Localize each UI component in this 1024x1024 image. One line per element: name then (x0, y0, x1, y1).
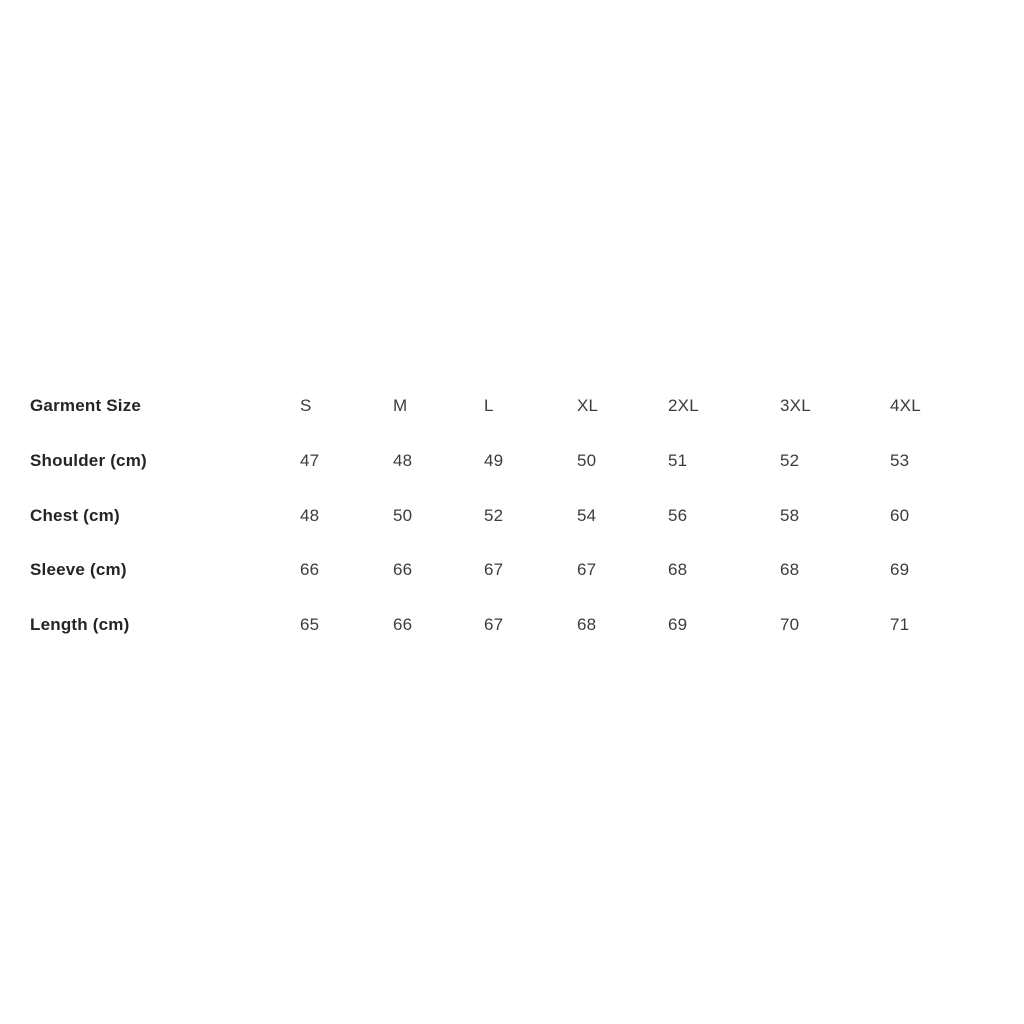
sleeve-value-3xl: 68 (780, 560, 800, 580)
length-value-m: 66 (393, 615, 413, 635)
sleeve-value-m: 66 (393, 560, 413, 580)
row-label-sleeve: Sleeve (cm) (30, 560, 127, 580)
chest-value-3xl: 58 (780, 505, 800, 525)
row-label-chest: Chest (cm) (30, 505, 120, 525)
header-size-s: S (300, 396, 312, 415)
shoulder-value-3xl: 52 (780, 450, 800, 470)
header-size-m: M (393, 396, 408, 415)
chest-value-l: 52 (484, 505, 504, 525)
length-value-4xl: 71 (890, 615, 910, 635)
sleeve-value-4xl: 69 (890, 560, 910, 580)
shoulder-value-l: 49 (484, 450, 504, 470)
sleeve-value-xl: 67 (577, 560, 597, 580)
chest-value-xl: 54 (577, 505, 597, 525)
length-value-3xl: 70 (780, 615, 800, 635)
shoulder-value-m: 48 (393, 450, 413, 470)
shoulder-value-xl: 50 (577, 450, 597, 470)
sleeve-value-2xl: 68 (668, 560, 688, 580)
size-chart-table (30, 397, 1010, 671)
chest-value-4xl: 60 (890, 505, 910, 525)
shoulder-value-4xl: 53 (890, 450, 910, 470)
chest-value-m: 50 (393, 505, 413, 525)
chest-value-s: 48 (300, 505, 320, 525)
header-size-l: L (484, 396, 494, 415)
header-size-3xl: 3XL (780, 396, 811, 415)
row-label-shoulder: Shoulder (cm) (30, 450, 147, 470)
row-label-length: Length (cm) (30, 615, 130, 635)
length-value-2xl: 69 (668, 615, 688, 635)
shoulder-value-s: 47 (300, 450, 320, 470)
header-garment-size: Garment Size (30, 396, 142, 415)
sleeve-value-l: 67 (484, 560, 504, 580)
length-value-s: 65 (300, 615, 320, 635)
length-value-l: 67 (484, 615, 504, 635)
sleeve-value-s: 66 (300, 560, 320, 580)
shoulder-value-2xl: 51 (668, 450, 688, 470)
header-size-4xl: 4XL (890, 396, 921, 415)
chest-value-2xl: 56 (668, 505, 688, 525)
header-size-2xl: 2XL (668, 396, 699, 415)
header-size-xl: XL (577, 396, 599, 415)
length-value-xl: 68 (577, 615, 597, 635)
